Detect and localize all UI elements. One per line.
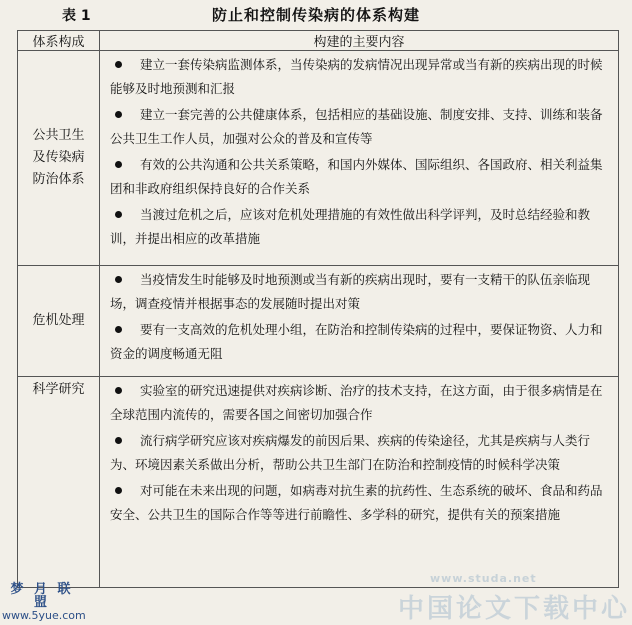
category-cell [18, 377, 100, 588]
item-text: 对可能在未来出现的问题，如病毒对抗生素的抗药性、生态系统的破坏、食品和药品安全、公共卫生的国际合作等等进行前瞻性、多学科的研究，提供有关的预案措施 [110, 483, 603, 522]
list-item [110, 203, 612, 251]
header-content: 构建的主要内容 [100, 31, 619, 51]
list-item [110, 429, 612, 477]
bullet-icon [115, 161, 122, 168]
list-item [110, 268, 612, 316]
category-cell [18, 266, 100, 377]
bullet-icon [115, 387, 122, 394]
table-row [18, 266, 619, 377]
watermark-logo [2, 582, 86, 622]
item-text: 建立一套完善的公共健康体系，包括相应的基础设施、制度安排、支持、训练和装备公共卫生工作人员，加强对公众的普及和宣传等 [110, 107, 603, 146]
header-system: 体系构成 [18, 31, 100, 51]
bullet-icon [115, 437, 122, 444]
table-row [18, 51, 619, 266]
bullet-icon [115, 61, 122, 68]
item-text: 流行病学研究应该对疾病爆发的前因后果、疾病的传染途径，尤其是疾病与人类行为、环境因素关系做出分析，帮助公共卫生部门在防治和控制疫情的时候科学决策 [110, 433, 591, 472]
list-item [110, 479, 612, 527]
bullet-icon [115, 111, 122, 118]
system-table [17, 30, 619, 588]
bullet-icon [115, 211, 122, 218]
item-text: 当疫情发生时能够及时地预测或当有新的疾病出现时，要有一支精干的队伍亲临现场，调查疫情并根据事态的发展随时提出对策 [110, 272, 591, 311]
table-row [18, 377, 619, 588]
list-item [110, 318, 612, 366]
watermark-left-url: www.5yue.com [2, 609, 86, 622]
table-number: 表 1 [62, 8, 91, 24]
category-cell [18, 51, 100, 266]
item-text: 当渡过危机之后，应该对危机处理措施的有效性做出科学评判，及时总结经验和教训，并提出相应的改革措施 [110, 207, 591, 246]
item-text: 有效的公共沟通和公共关系策略，和国内外媒体、国际组织、各国政府、相关利益集团和非政府组织保持良好的合作关系 [110, 157, 603, 196]
list-item [110, 153, 612, 201]
category-label: 危机处理 [32, 313, 85, 328]
list-item [110, 53, 612, 101]
list-item [110, 103, 612, 151]
item-text: 要有一支高效的危机处理小组，在防治和控制传染病的过程中，要保证物资、人力和资金的调度畅通无阻 [110, 322, 603, 361]
list-item [110, 379, 612, 427]
content-cell [100, 51, 619, 266]
content-cell [100, 266, 619, 377]
content-cell [100, 377, 619, 588]
table-title: 防止和控制传染病的体系构建 [211, 6, 420, 24]
watermark-right: 中国论文下载中心 [398, 594, 631, 624]
watermark-right-url: www.studa.net [430, 572, 537, 585]
item-list [100, 266, 618, 372]
bullet-icon [115, 276, 122, 283]
item-list [100, 51, 618, 257]
category-label: 公共卫生及传染病防治体系 [32, 128, 85, 187]
item-text: 实验室的研究迅速提供对疾病诊断、治疗的技术支持，在这方面，由于很多病情是在全球范围内流传的，需要各国之间密切加强合作 [110, 383, 603, 422]
category-label: 科学研究 [32, 382, 85, 397]
item-text: 建立一套传染病监测体系，当传染病的发病情况出现异常或当有新的疾病出现的时候能够及时地预测和汇报 [110, 57, 603, 96]
table-caption [0, 0, 632, 28]
bullet-icon [115, 487, 122, 494]
watermark-left-title: 梦 月 联 盟 [10, 582, 74, 610]
bullet-icon [115, 326, 122, 333]
item-list [100, 377, 618, 533]
table-header-row [18, 31, 619, 51]
